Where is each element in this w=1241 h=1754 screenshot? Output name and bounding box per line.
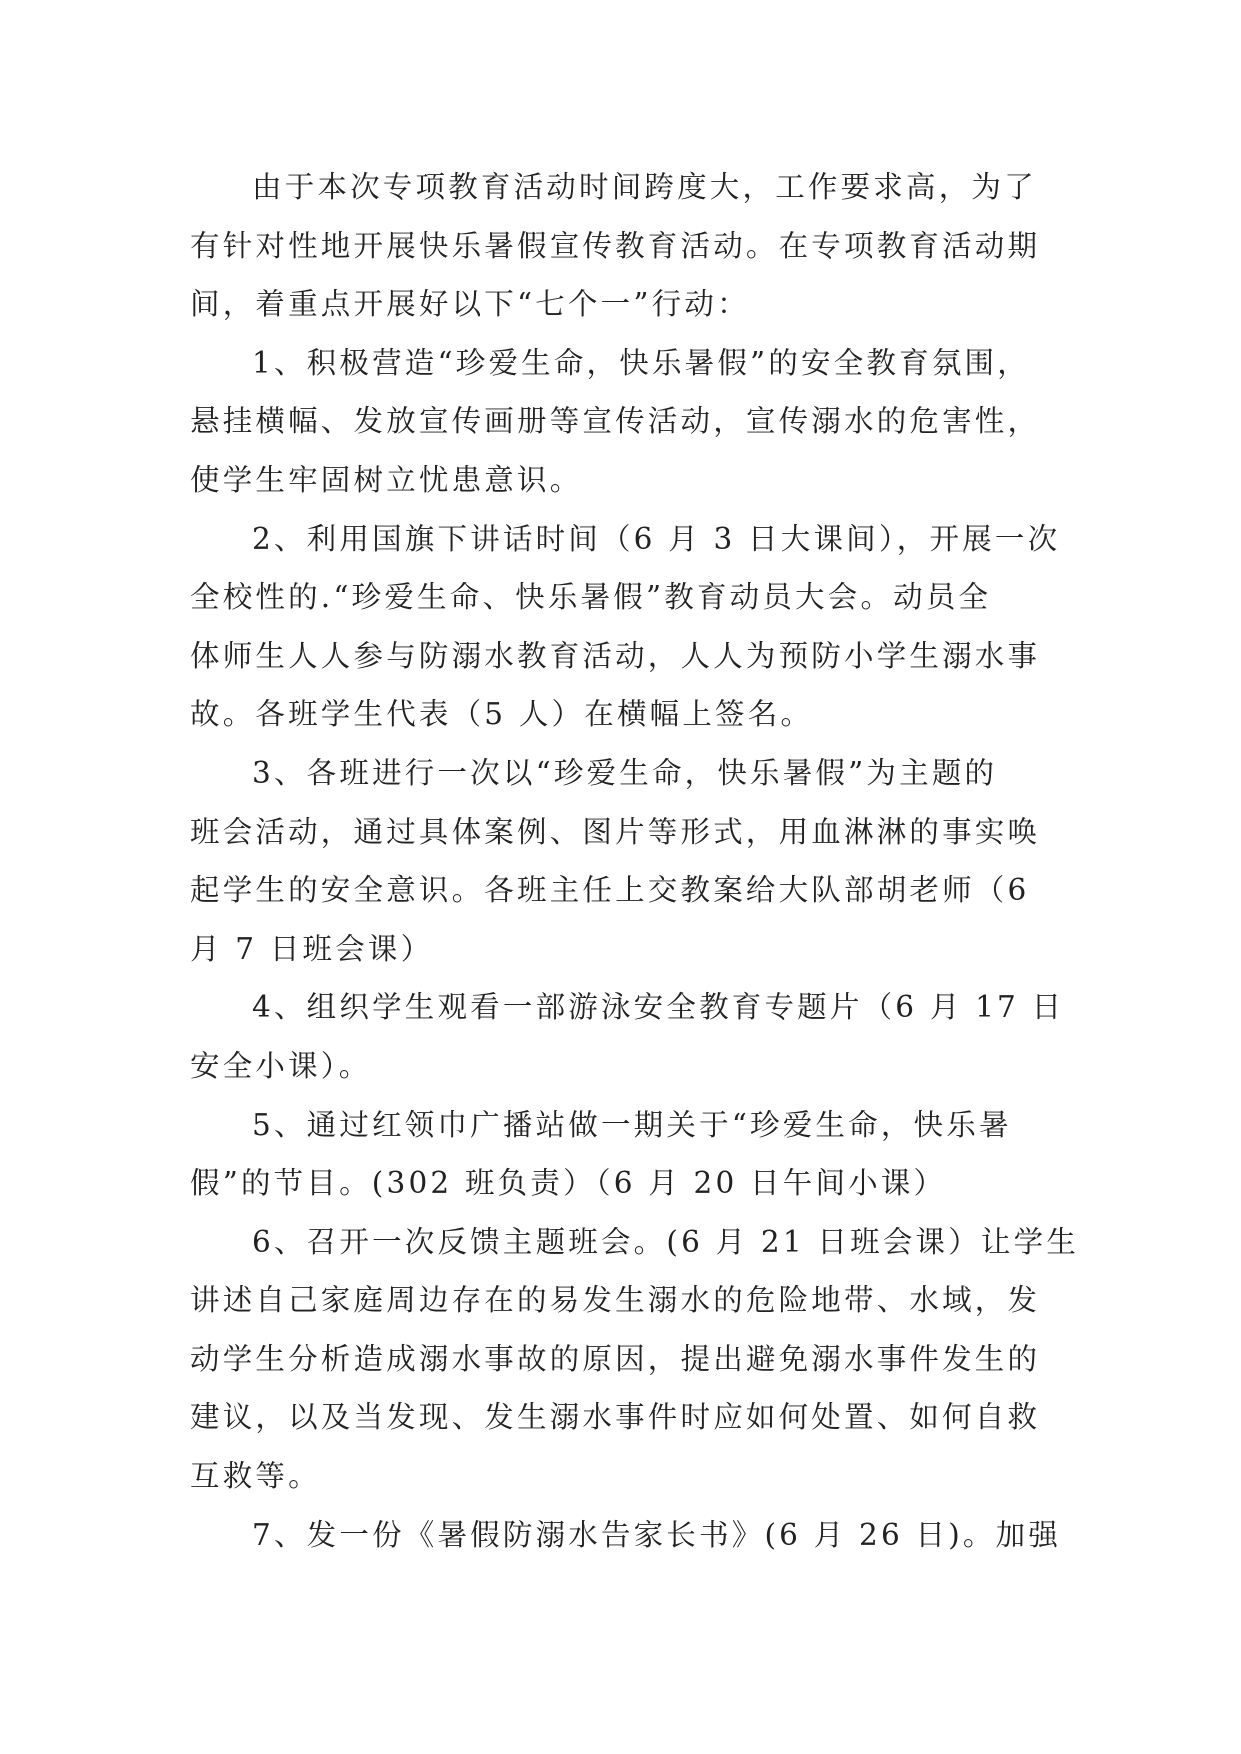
text-line: 4、组织学生观看一部游泳安全教育专题片（6 月 17 日 [252, 990, 1065, 1025]
text-line: 有针对性地开展快乐暑假宣传教育活动。在专项教育活动期 [190, 228, 1041, 263]
text-line: 假”的节目。(302 班负责）（6 月 20 日午间小课） [190, 1166, 947, 1201]
paragraph [190, 978, 1065, 1095]
text-line: 间，着重点开展好以下“七个一”行动： [190, 287, 750, 322]
text-line: 安全小课）。 [190, 1048, 372, 1083]
text-line: 动学生分析造成溺水事故的原因，提出避免溺水事件发生的 [190, 1341, 1041, 1376]
paragraph [190, 744, 1050, 978]
text-line: 3、各班进行一次以“珍爱生命，快乐暑假”为主题的 [252, 755, 998, 790]
text-line: 使学生牢固树立忧患意识。 [190, 462, 583, 497]
paragraph [190, 334, 1050, 510]
document-body [190, 158, 1080, 1564]
text-line: 5、通过红领巾广播站做一期关于“珍爱生命，快乐暑 [252, 1107, 1012, 1142]
text-line: 讲述自己家庭周边存在的易发生溺水的危险地带、水域，发 [190, 1283, 1041, 1318]
text-line: 2、利用国旗下讲话时间（6 月 3 日大课间），开展一次 [252, 521, 1061, 556]
text-line: 6、召开一次反馈主题班会。(6 月 21 日班会课）让学生 [252, 1224, 1080, 1259]
text-line: 故。各班学生代表（5 人）在横幅上签名。 [190, 697, 814, 732]
paragraph [190, 158, 1050, 334]
paragraph [190, 510, 1061, 744]
text-line: 全校性的.“珍爱生命、快乐暑假”教育动员大会。动员全 [190, 580, 992, 615]
text-line: 建议，以及当发现、发生溺水事件时应如何处置、如何自救 [190, 1400, 1041, 1435]
text-line: 互救等。 [190, 1459, 321, 1494]
paragraph [190, 1506, 1062, 1565]
text-line: 月 7 日班会课） [190, 931, 434, 966]
text-line: 1、积极营造“珍爱生命，快乐暑假”的安全教育氛围， [252, 345, 1030, 380]
text-line: 悬挂横幅、发放宣传画册等宣传活动，宣传溺水的危害性， [190, 404, 1041, 439]
text-line: 7、发一份《暑假防溺水告家长书》(6 月 26 日)。加强 [252, 1517, 1062, 1552]
paragraph [190, 1096, 1050, 1213]
text-line: 体师生人人参与防溺水教育活动，人人为预防小学生溺水事 [190, 638, 1041, 673]
text-line: 起学生的安全意识。各班主任上交教案给大队部胡老师（6 [190, 873, 1030, 908]
text-line: 班会活动，通过具体案例、图片等形式，用血淋淋的事实唤 [190, 814, 1041, 849]
paragraph [190, 1213, 1080, 1506]
text-line: 由于本次专项教育活动时间跨度大，工作要求高，为了 [252, 170, 1037, 204]
